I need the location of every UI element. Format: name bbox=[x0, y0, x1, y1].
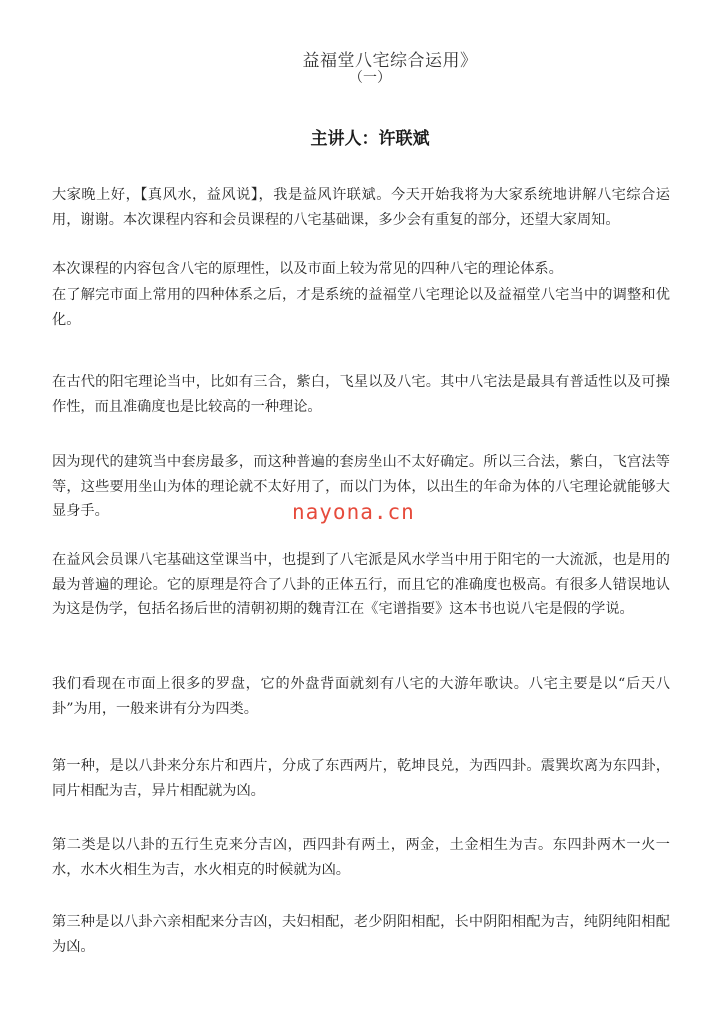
paragraph-third-type: 第三种是以八卦六亲相配来分吉凶，夫妇相配，老少阴阳相配，长中阴阳相配为吉，纯阴纯阳相配为凶。 bbox=[52, 914, 670, 955]
paragraph-second-type: 第二类是以八卦的五行生克来分吉凶，西四卦有两土，两金，土金相生为吉。东四卦两木一火一水，水木火相生为吉，水火相克的时候就为凶。 bbox=[52, 837, 670, 878]
paragraph-ancient-theories: 在古代的阳宅理论当中，比如有三合，紫白，飞星以及八宅。其中八宅法是最具有普适性以及可操作性，而且准确度也是比较高的一种理论。 bbox=[52, 374, 670, 415]
paragraph-greeting: 大家晚上好，【真风水，益风说】，我是益风许联斌。今天开始我将为大家系统地讲解八宅综合运用，谢谢。本次课程内容和会员课程的八宅基础课，多少会有重复的部分，还望大家周知。 bbox=[52, 187, 670, 228]
document-title: 益福堂八宅综合运用》 bbox=[302, 51, 478, 71]
paragraph-bazhai-school: 在益风会员课八宅基础这堂课当中，也提到了八宅派是风水学当中用于阳宅的一大流派，也是用的最为普遍的理论。它的原理是符合了八卦的正体五行，而且它的准确度也极高。有很多人错误地认为这是伪学，包括名扬后世的清朝初期的魏青江在《宅谱指要》这本书也说八宅是假的学说。 bbox=[52, 552, 670, 617]
paragraph-compass: 我们看现在市面上很多的罗盘，它的外盘背面就刻有八宅的大游年歌诀。八宅主要是以“后天八卦”为用，一般来讲有分为四类。 bbox=[52, 676, 670, 717]
paragraph-course-structure: 在了解完市面上常用的四种体系之后，才是系统的益福堂八宅理论以及益福堂八宅当中的调整和优化。 bbox=[52, 287, 670, 328]
speaker-line: 主讲人：许联斌 bbox=[310, 129, 430, 149]
document-subtitle: （一） bbox=[349, 70, 391, 86]
paragraph-modern-buildings: 因为现代的建筑当中套房最多，而这种普遍的套房坐山不太好确定。所以三合法，紫白，飞宫法等等，这些要用坐山为体的理论就不太好用了，而以门为体，以出生的年命为体的八宅理论就能够大显身手。 bbox=[52, 454, 670, 519]
watermark-text: nayona.cn bbox=[292, 500, 415, 524]
paragraph-course-content: 本次课程的内容包含八宅的原理性，以及市面上较为常见的四种八宅的理论体系。 bbox=[52, 261, 563, 277]
paragraph-first-type: 第一种，是以八卦来分东片和西片，分成了东西两片，乾坤艮兑，为西四卦。震巽坎离为东四卦，同片相配为吉，异片相配就为凶。 bbox=[52, 758, 670, 799]
